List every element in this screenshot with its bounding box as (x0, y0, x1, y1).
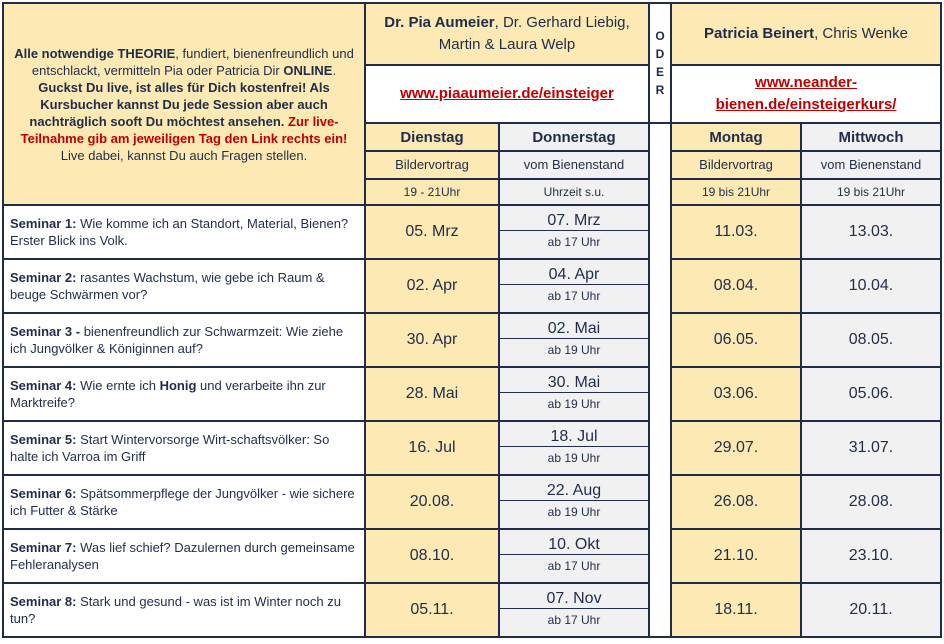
seminar-8-mittwoch: 20.11. (801, 583, 941, 637)
seminar-2-donnerstag (499, 259, 649, 313)
seminar-text: bienenfreundlich zur Schwarmzeit: Wie ziehe ich Jungvölker & Königinnen auf? (10, 324, 344, 356)
schedule-table (2, 2, 942, 638)
date-value: 18. Jul (550, 427, 598, 445)
intro-bold-1: Alle notwendige THEORIE (14, 45, 176, 61)
mittwoch-info (801, 151, 941, 205)
seminar-text: Start Wintervorsorge Wirt-schaftsvölker: So halte ich Varroa im Griff (10, 432, 330, 464)
seminar-6-mittwoch: 28.08. (801, 475, 941, 529)
seminar-1-desc (3, 205, 365, 259)
dienstag-type: Bildervortrag (366, 152, 498, 180)
seminar-5-desc (3, 421, 365, 475)
seminar-label: Seminar 6: (10, 486, 77, 501)
seminar-5-montag: 29.07. (671, 421, 801, 475)
date-value: 22. Aug (546, 481, 602, 499)
seminar-label: Seminar 1: (10, 216, 77, 231)
seminar-1-mittwoch: 13.03. (801, 205, 941, 259)
date-value: 04. Apr (548, 265, 600, 283)
time-value: ab 19 Uhr (500, 446, 648, 469)
table-row (3, 313, 941, 367)
seminar-4-desc (3, 367, 365, 421)
seminar-5-mittwoch: 31.07. (801, 421, 941, 475)
time-value: ab 19 Uhr (500, 338, 648, 361)
seminar-8-montag: 18.11. (671, 583, 801, 637)
seminar-7-dienstag: 08.10. (365, 529, 499, 583)
seminar-2-mittwoch: 10.04. (801, 259, 941, 313)
montag-time: 19 bis 21Uhr (701, 185, 771, 199)
seminar-label: Seminar 7: (10, 540, 77, 555)
seminar-7-desc (3, 529, 365, 583)
seminar-label: Seminar 2: (10, 270, 77, 285)
right-group-names-bold: Patricia Beinert (704, 25, 815, 42)
seminar-8-desc (3, 583, 365, 637)
seminar-text: rasantes Wachstum, wie gebe ich Raum & beuge Schwärmen vor? (10, 270, 325, 302)
left-url-cell (365, 65, 649, 123)
seminar-label: Seminar 4: (10, 378, 77, 393)
oder-spacer-column (649, 123, 671, 637)
table-row (3, 259, 941, 313)
seminar-6-dienstag: 20.08. (365, 475, 499, 529)
intro-end: Live dabei, kannst Du auch Fragen stellen. (60, 147, 308, 163)
seminar-8-donnerstag (499, 583, 649, 637)
intro-online: ONLINE (283, 62, 333, 78)
oder-label (649, 3, 671, 123)
seminar-label: Seminar 3 - (10, 324, 81, 339)
right-group-link[interactable]: www.neander-bienen.de/einsteigerkurs/ (715, 74, 897, 113)
table-row (3, 529, 941, 583)
right-url-cell (671, 65, 941, 123)
time-value: ab 17 Uhr (500, 554, 648, 577)
table-row (3, 367, 941, 421)
intro-text-1: , fundiert, bienenfreundlich und entschlackt, vermitteln Pia oder Patricia Dir (31, 45, 354, 78)
dienstag-info (365, 151, 499, 205)
seminar-text: Wie ernte ich (76, 378, 160, 393)
seminar-3-donnerstag (499, 313, 649, 367)
seminar-3-desc (3, 313, 365, 367)
mittwoch-type: vom Bienenstand (802, 152, 940, 180)
seminar-7-montag: 21.10. (671, 529, 801, 583)
mittwoch-time: 19 bis 21Uhr (836, 185, 906, 199)
time-value: ab 17 Uhr (500, 608, 648, 631)
seminar-text: und verarbeite ihn zur Marktreife? (10, 378, 326, 410)
date-value: 10. Okt (548, 535, 600, 553)
seminar-4-mittwoch: 05.06. (801, 367, 941, 421)
oder-letter-r: R (655, 83, 665, 97)
header-mittwoch: Mittwoch (801, 123, 941, 151)
seminar-7-mittwoch: 23.10. (801, 529, 941, 583)
date-value: 07. Mrz (547, 211, 601, 229)
table-row (3, 205, 941, 259)
seminar-2-desc (3, 259, 365, 313)
seminar-7-donnerstag (499, 529, 649, 583)
time-value: ab 19 Uhr (500, 392, 648, 415)
date-value: 30. Mai (547, 373, 601, 391)
seminar-3-montag: 06.05. (671, 313, 801, 367)
seminar-5-donnerstag (499, 421, 649, 475)
date-value: 02. Mai (547, 319, 601, 337)
right-group-names (671, 3, 941, 65)
seminar-label: Seminar 8: (10, 594, 77, 609)
time-value: ab 17 Uhr (500, 230, 648, 253)
left-group-link[interactable]: www.piaaumeier.de/einsteiger (400, 85, 614, 102)
seminar-text: Wie komme ich an Standort, Material, Bienen? Erster Blick ins Volk. (10, 216, 349, 248)
seminar-3-dienstag: 30. Apr (365, 313, 499, 367)
seminar-4-donnerstag (499, 367, 649, 421)
seminar-8-dienstag: 05.11. (365, 583, 499, 637)
left-group-names-bold: Dr. Pia Aumeier (384, 14, 495, 31)
time-value: ab 19 Uhr (500, 500, 648, 523)
left-group-names-rest: , Dr. Gerhard Liebig, Martin & Laura Welp (438, 14, 630, 53)
seminar-6-montag: 26.08. (671, 475, 801, 529)
seminar-6-desc (3, 475, 365, 529)
table-row (3, 421, 941, 475)
table-row (3, 583, 941, 637)
time-value: ab 17 Uhr (500, 284, 648, 307)
dienstag-time: 19 - 21Uhr (403, 185, 461, 199)
header-montag: Montag (671, 123, 801, 151)
seminar-3-mittwoch: 08.05. (801, 313, 941, 367)
seminar-text: Stark und gesund - was ist im Winter noch zu tun? (10, 594, 341, 626)
seminar-1-donnerstag (499, 205, 649, 259)
donnerstag-time: Uhrzeit s.u. (543, 185, 605, 199)
seminar-label: Seminar 5: (10, 432, 77, 447)
seminar-text: Spätsommerpflege der Jungvölker - wie sichere ich Futter & Stärke (10, 486, 355, 518)
oder-letter-o: O (655, 29, 665, 43)
seminar-1-dienstag: 05. Mrz (365, 205, 499, 259)
seminar-2-dienstag: 02. Apr (365, 259, 499, 313)
donnerstag-info (499, 151, 649, 205)
seminar-4-montag: 03.06. (671, 367, 801, 421)
oder-letter-d: D (655, 47, 665, 61)
intro-text (3, 3, 365, 205)
seminar-1-montag: 11.03. (671, 205, 801, 259)
header-dienstag: Dienstag (365, 123, 499, 151)
montag-type: Bildervortrag (672, 152, 800, 180)
seminar-5-dienstag: 16. Jul (365, 421, 499, 475)
header-donnerstag: Donnerstag (499, 123, 649, 151)
seminar-text: Was lief schief? Dazulernen durch gemeinsame Fehleranalysen (10, 540, 355, 572)
date-value: 07. Nov (546, 589, 602, 607)
montag-info (671, 151, 801, 205)
seminar-text-bold: Honig (159, 378, 197, 393)
intro-red-text: Zur live-Teilnahme gib am jeweiligen Tag den Link rechts ein! (20, 113, 348, 146)
seminar-6-donnerstag (499, 475, 649, 529)
left-group-names (365, 3, 649, 65)
oder-letter-e: E (656, 65, 665, 79)
intro-bold-2: Guckst Du live, ist alles für Dich kostenfrei! Als Kursbucher kannst Du jede Session aber auch nachträglich sooft Du möchtest ansehen. (29, 79, 330, 129)
seminar-2-montag: 08.04. (671, 259, 801, 313)
intro-after: . (332, 62, 337, 78)
donnerstag-type: vom Bienenstand (500, 152, 648, 180)
seminar-4-dienstag: 28. Mai (365, 367, 499, 421)
right-group-names-rest: , Chris Wenke (814, 25, 908, 42)
table-row (3, 475, 941, 529)
